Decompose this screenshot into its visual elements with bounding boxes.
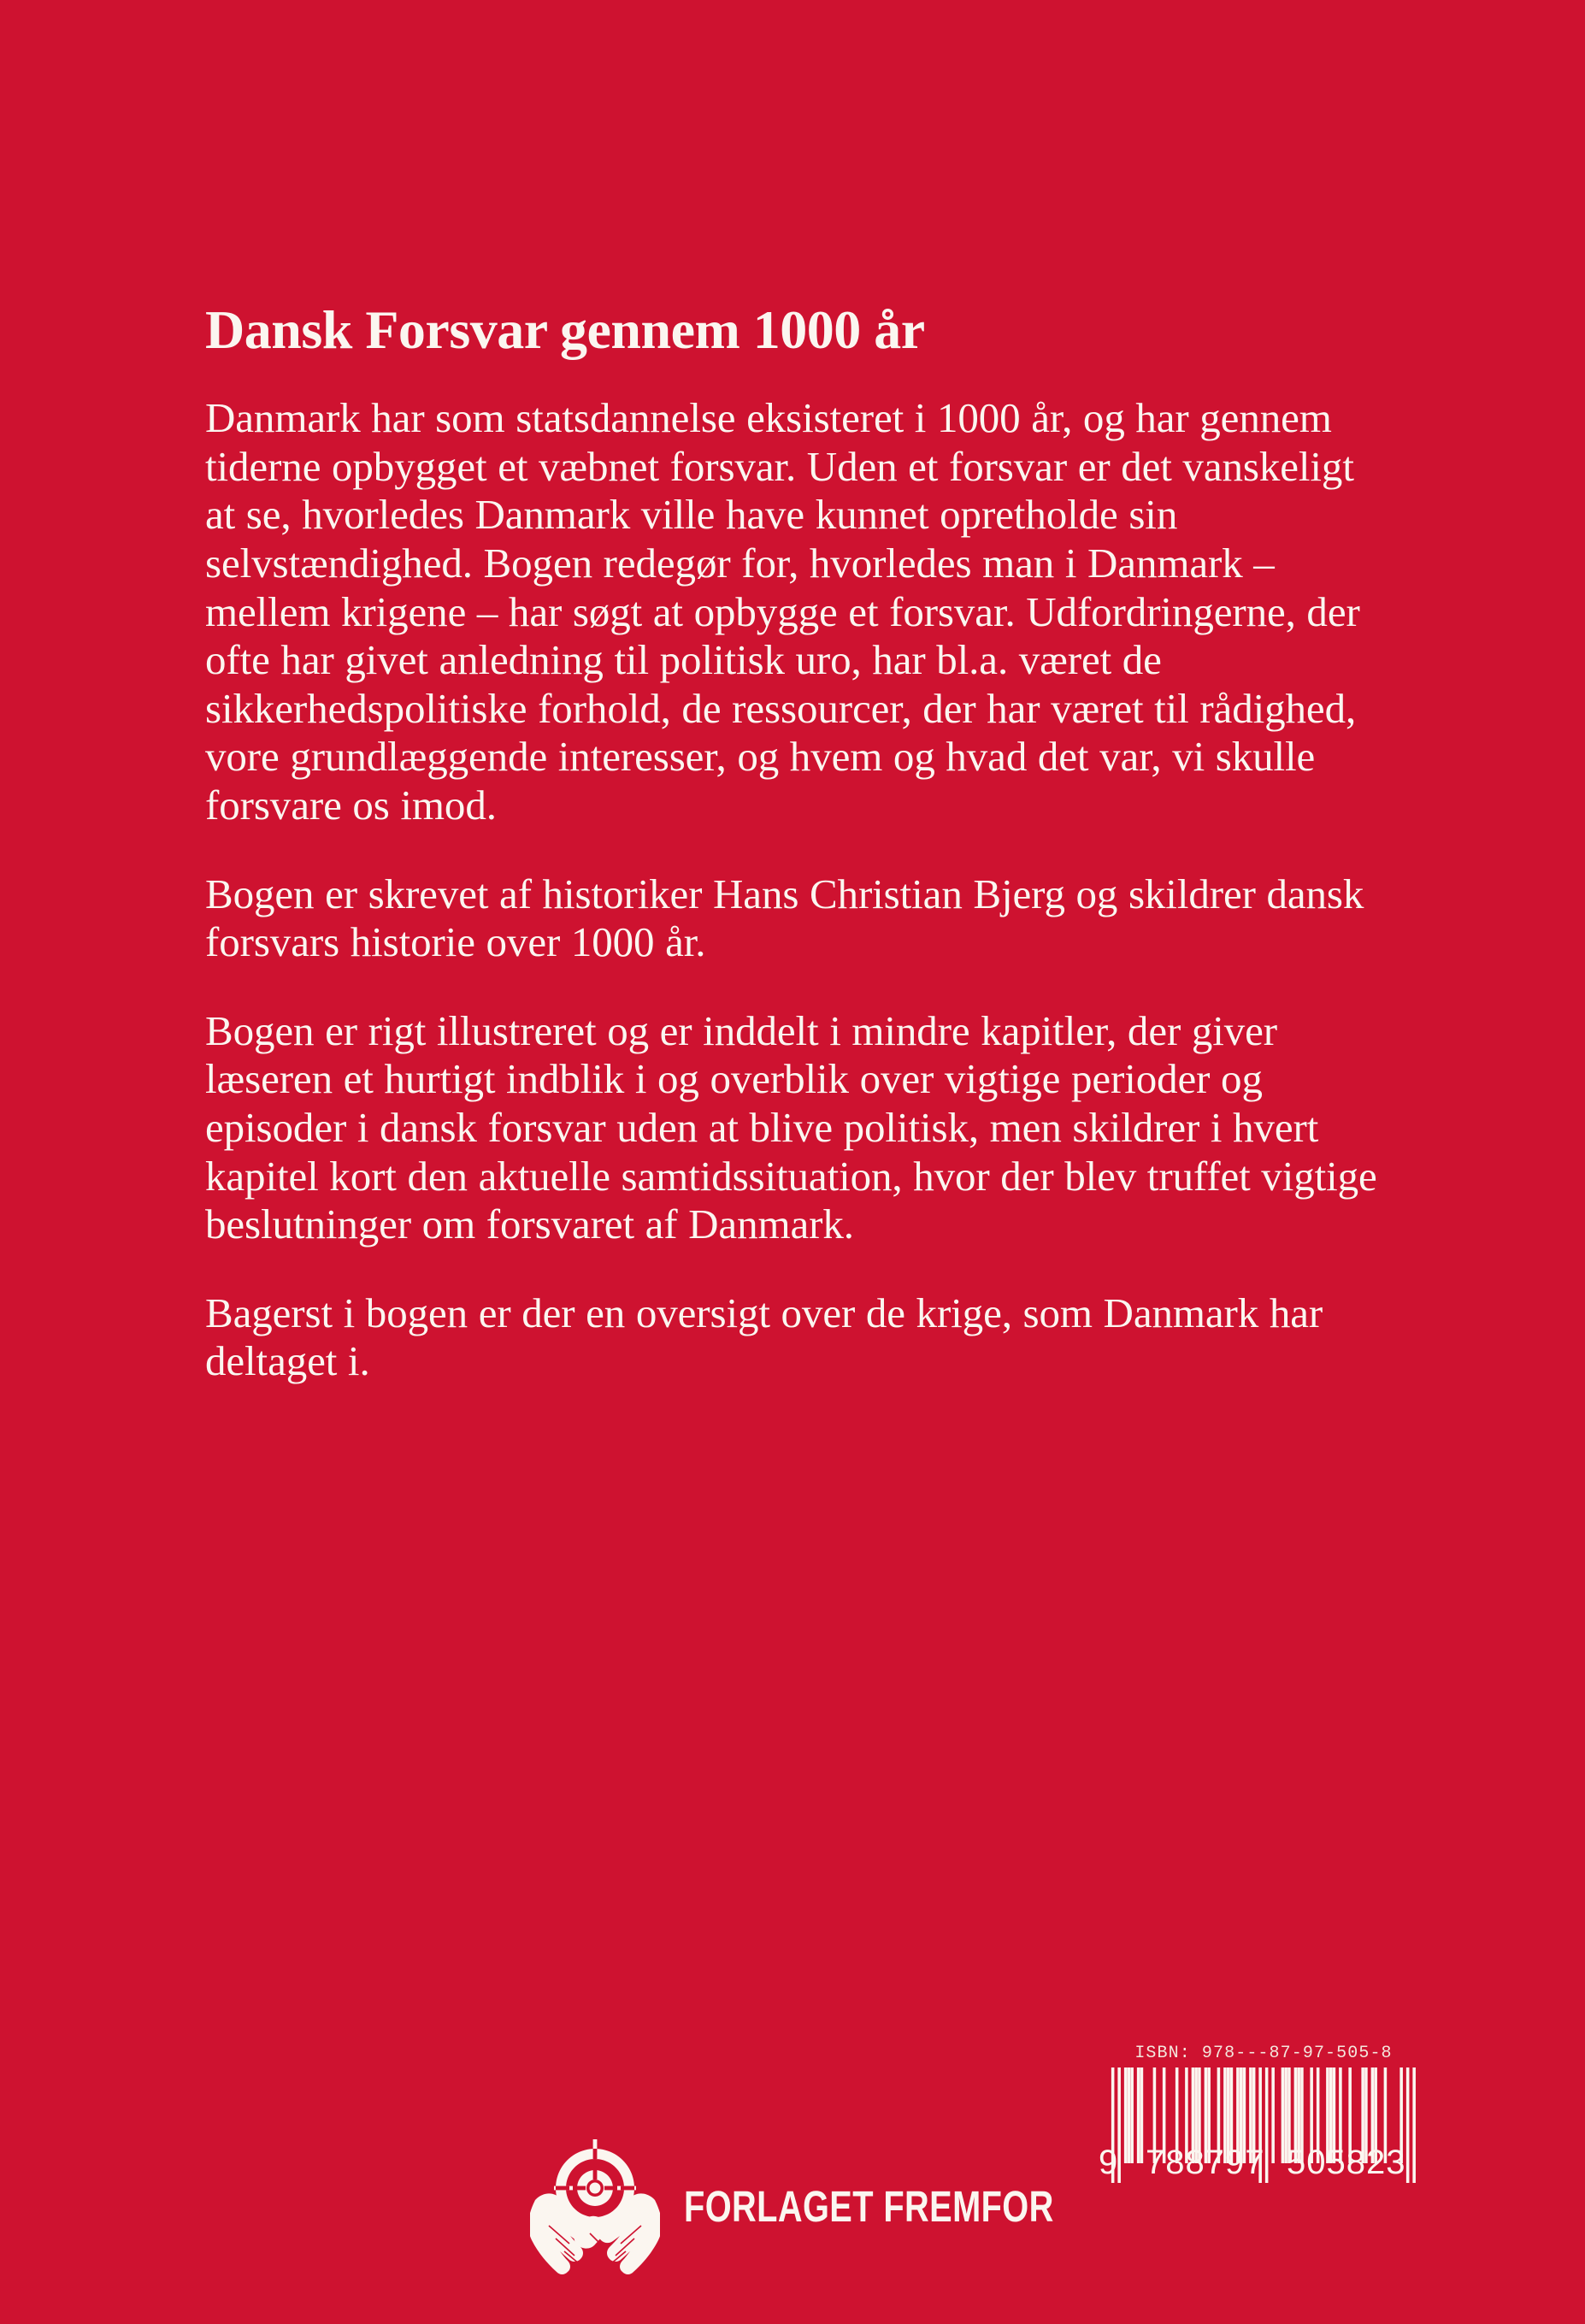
barcode-digit-group-1: 788797: [1146, 2144, 1265, 2181]
barcode-block: [1097, 2044, 1430, 2183]
blurb-paragraph-3: Bogen er rigt illustreret og er inddelt i mindre kapitler, der giver læseren et hurtigt indblik i og overblik over vigtige perioder og episoder i dansk forsvar uden at blive politisk, men skildrer i hvert kapitel kort den aktuelle samtidssituation, hvor der blev truffet vigtige beslutninger om forsvaret af Danmark.: [205, 1006, 1377, 1248]
publisher-logo: [530, 2138, 1158, 2274]
back-cover-text-block: [205, 301, 1394, 1386]
barcode-digit-lead: 9: [1099, 2144, 1119, 2181]
publisher-name: FORLAGET FREMFOR: [684, 2181, 1054, 2231]
barcode-digit-group-2: 505823: [1287, 2144, 1406, 2181]
blurb-paragraph-4: Bagerst i bogen er der en oversigt over de krige, som Danmark har deltaget i.: [205, 1289, 1323, 1385]
crosshair-in-cupped-hands-icon: [530, 2138, 660, 2274]
blurb-paragraph-2: Bogen er skrevet af historiker Hans Christian Bjerg og skildrer dansk forsvars historie over 1000 år.: [205, 870, 1364, 966]
isbn-text: ISBN: 978---87-97-505-8: [1134, 2044, 1393, 2063]
page-title: Dansk Forsvar gennem 1000 år: [205, 299, 925, 360]
blurb-paragraph-1: Danmark har som statsdannelse eksisteret i 1000 år, og har gennem tiderne opbygget et væbnet forsvar. Uden et forsvar er det vanskeligt at se, hvorledes Danmark ville have kunnet opretholde sin selvstændighed. Bogen redegør for, hvorledes man i Danmark – mellem krigene – har søgt at opbygge et forsvar. Udfordringerne, der ofte har givet anledning til politisk uro, har bl.a. været de sikkerhedspolitiske forhold, de ressourcer, der har været til rådighed, vore grundlæggende interesser, og hvem og hvad det var, vi skulle forsvare os imod.: [205, 394, 1360, 829]
